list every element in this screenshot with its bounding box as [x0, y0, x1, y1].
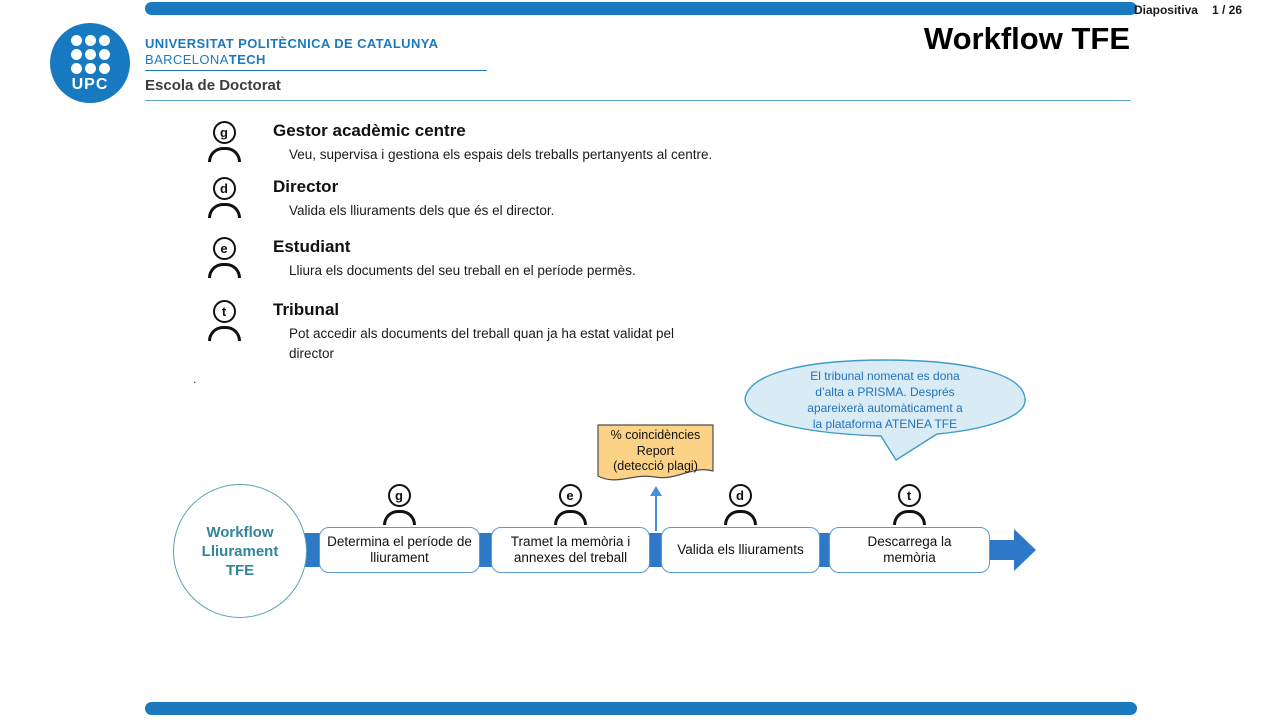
role-title: Gestor acadèmic centre [273, 121, 466, 140]
role-tribunal [205, 300, 721, 363]
person-icon-d: d [205, 177, 243, 221]
wordmark-underline [145, 70, 487, 71]
upc-logo-text: UPC [71, 75, 109, 93]
role-title: Director [273, 177, 339, 196]
role-title: Estudiant [273, 237, 351, 256]
person-icon-g: g [205, 121, 243, 165]
stray-dot: . [193, 372, 197, 386]
workflow-step-2: Tramet la memòria i annexes del treball [491, 527, 650, 573]
role-description: Pot accedir als documents del treball quan ja ha estat validat pel director [289, 326, 674, 361]
workflow-step-4: Descarrega la memòria [829, 527, 990, 573]
person-icon-g: g [380, 484, 418, 525]
person-icon-d: d [721, 484, 759, 525]
workflow-step-1: Determina el període de lliurament [319, 527, 480, 573]
slide-counter-value: 1 / 26 [1211, 3, 1242, 17]
role-description: Veu, supervisa i gestiona els espais dels treballs pertanyents al centre. [289, 147, 713, 162]
tech-text: TECH [228, 52, 266, 67]
tribunal-callout [739, 355, 1031, 467]
person-icon-e: e [551, 484, 589, 525]
role-description: Valida els lliuraments dels que és el director. [289, 203, 555, 218]
right-arrow-icon [988, 527, 1036, 573]
barcelona-text: BARCELONA [145, 52, 229, 67]
school-name: Escola de Doctorat [145, 77, 281, 94]
workflow-start-circle: Workflow Lliurament TFE [173, 484, 307, 618]
person-icon-t: t [205, 300, 243, 363]
role-title: Tribunal [273, 300, 340, 319]
slide-counter-label: Diapositiva [1133, 3, 1198, 17]
role-description: Lliura els documents del seu treball en el període permès. [289, 263, 636, 278]
role-director [205, 177, 554, 221]
page-title: Workflow TFE [923, 21, 1130, 56]
workflow-step-3: Valida els lliuraments [661, 527, 820, 573]
callout-text: El tribunal nomenat es dona d’alta a PRISMA. Després apareixerà automàticament a la plataforma ATENEA TFE [807, 369, 963, 431]
bottom-bar [145, 702, 1137, 715]
upc-logo [50, 23, 130, 103]
university-name: UNIVERSITAT POLITÈCNICA DE CATALUNYA [145, 36, 439, 51]
slide-counter [1134, 3, 1242, 17]
header-divider [145, 100, 1131, 101]
role-gestor [205, 121, 712, 165]
top-bar [145, 2, 1137, 15]
upc-logo-dots-icon [71, 35, 110, 74]
note-text: % coincidències Report (detecció plagi) [610, 428, 701, 473]
university-barcelonatech [145, 52, 266, 67]
plagiarism-note [597, 424, 714, 486]
up-arrow-icon [649, 486, 663, 532]
person-icon-t: t [890, 484, 928, 525]
person-icon-e: e [205, 237, 243, 281]
role-estudiant [205, 237, 636, 281]
